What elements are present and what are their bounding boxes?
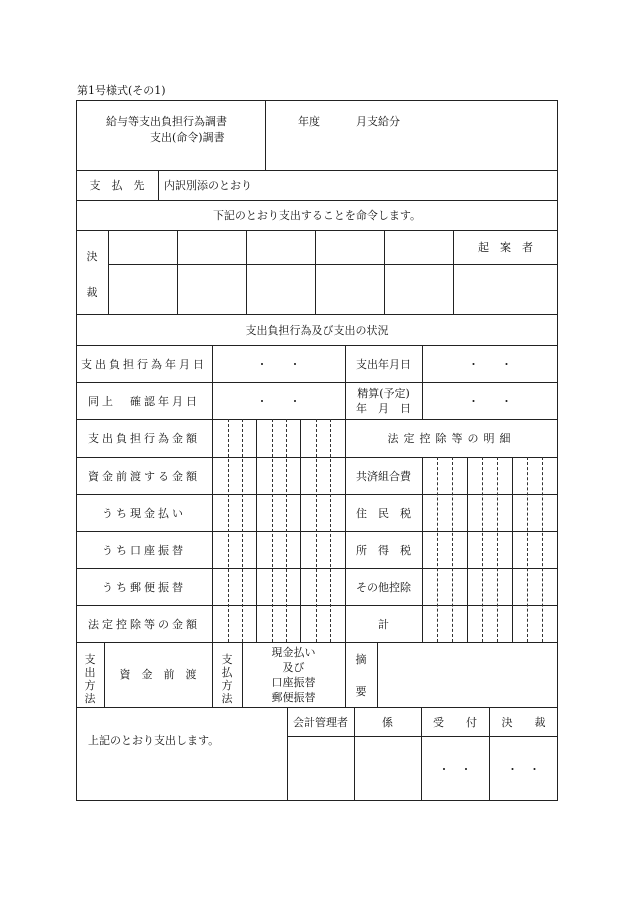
digit-guide xyxy=(242,419,243,642)
digit-guide xyxy=(437,457,438,642)
deduction-amount-label: 法定控除等の金額 xyxy=(88,618,200,631)
payee-label: 支 払 先 xyxy=(89,179,145,192)
decision-label: 決 裁 xyxy=(501,716,546,729)
form-subtitle: 支出(命令)調書 xyxy=(150,131,225,144)
divider xyxy=(108,230,109,314)
expenditure-statement: 上記のとおり支出します。 xyxy=(88,734,220,747)
divider xyxy=(76,382,558,383)
section-title: 支出負担行為及び支出の状況 xyxy=(245,324,389,337)
divider xyxy=(212,345,213,642)
payment-date-label: 支出年月日 xyxy=(356,358,411,371)
commit-amount-label: 支出負担行為金額 xyxy=(88,432,200,445)
digit-guide xyxy=(228,419,229,642)
cash-label: うち現金払い xyxy=(102,507,186,520)
mutual-aid-label: 共済組合費 xyxy=(356,470,411,483)
method-postal: 郵便振替 xyxy=(271,691,316,704)
digit-divider xyxy=(300,419,301,642)
divider xyxy=(377,642,378,707)
form-title: 給与等支出負担行為調書 xyxy=(106,115,227,128)
order-statement: 下記のとおり支出することを命令します。 xyxy=(212,209,422,222)
advance-amount-label: 資金前渡する金額 xyxy=(88,470,200,483)
form-number: 第1号様式(その1) xyxy=(77,84,166,97)
divider xyxy=(76,457,558,458)
divider xyxy=(287,736,558,737)
receipt-label: 受 付 xyxy=(433,716,477,729)
divider xyxy=(76,707,558,708)
postal-transfer-label: うち郵便振替 xyxy=(102,581,186,594)
divider xyxy=(384,230,385,314)
divider xyxy=(76,170,558,171)
digit-guide xyxy=(482,457,483,642)
remarks-label-2: 要 xyxy=(355,685,367,698)
other-deduction-label: その他控除 xyxy=(356,581,411,594)
divider xyxy=(422,457,423,642)
method-and: 及び xyxy=(282,661,305,674)
receipt-date-value[interactable]: ・ ・ xyxy=(438,763,472,776)
divider xyxy=(76,531,558,532)
digit-divider xyxy=(512,457,513,642)
divider xyxy=(76,345,558,346)
digit-divider xyxy=(467,457,468,642)
confirm-date-value[interactable]: ・ ・ xyxy=(256,395,301,408)
commit-date-value[interactable]: ・ ・ xyxy=(256,358,301,371)
divider xyxy=(158,170,159,200)
settlement-method-label: 支払方法 xyxy=(221,653,233,705)
approval-label-2: 裁 xyxy=(86,286,98,299)
accounting-manager-label: 会計管理者 xyxy=(293,716,348,729)
bank-transfer-label: うち口座振替 xyxy=(102,544,186,557)
divider xyxy=(76,568,558,569)
digit-guide xyxy=(542,457,543,642)
payee-value: 内訳別添のとおり xyxy=(164,179,252,192)
staff-label: 係 xyxy=(382,716,393,729)
deduction-detail-label: 法定控除等の明細 xyxy=(387,432,516,445)
digit-divider xyxy=(256,419,257,642)
drafter-label: 起 案 者 xyxy=(478,241,533,254)
divider xyxy=(76,419,558,420)
resident-tax-label: 住 民 税 xyxy=(356,507,411,520)
payment-date-value[interactable]: ・ ・ xyxy=(468,358,512,371)
decision-date-value[interactable]: ・ ・ xyxy=(507,763,540,776)
total-label: 計 xyxy=(378,618,389,631)
digit-guide xyxy=(286,419,287,642)
divider xyxy=(76,230,558,231)
digit-guide xyxy=(527,457,528,642)
settlement-date-label: 年 月 日 xyxy=(356,402,411,415)
payment-method-label: 支出方法 xyxy=(84,653,96,705)
income-tax-label: 所 得 税 xyxy=(356,544,411,557)
settlement-label: 精算(予定) xyxy=(357,387,410,400)
divider xyxy=(177,230,178,314)
fiscal-year-label: 年度 xyxy=(298,115,320,128)
digit-guide xyxy=(452,457,453,642)
divider xyxy=(315,230,316,314)
payment-method-value: 資 金 前 渡 xyxy=(119,668,197,681)
divider xyxy=(76,200,558,201)
digit-guide xyxy=(330,419,331,642)
method-cash: 現金払い xyxy=(271,646,316,659)
pay-month-label: 月支給分 xyxy=(356,115,400,128)
digit-guide xyxy=(497,457,498,642)
digit-guide xyxy=(316,419,317,642)
confirm-date-label: 同上 確認年月日 xyxy=(88,395,200,408)
divider xyxy=(108,264,558,265)
settlement-date-value[interactable]: ・ ・ xyxy=(468,395,512,408)
divider xyxy=(76,314,558,315)
divider xyxy=(76,642,558,643)
divider xyxy=(212,642,213,707)
divider xyxy=(265,100,266,170)
divider xyxy=(76,494,558,495)
divider xyxy=(76,605,558,606)
digit-guide xyxy=(272,419,273,642)
remarks-label-1: 摘 xyxy=(355,653,367,666)
method-bank: 口座振替 xyxy=(271,676,316,689)
commit-date-label: 支出負担行為年月日 xyxy=(81,358,207,371)
divider xyxy=(246,230,247,314)
approval-label-1: 決 xyxy=(86,250,98,263)
